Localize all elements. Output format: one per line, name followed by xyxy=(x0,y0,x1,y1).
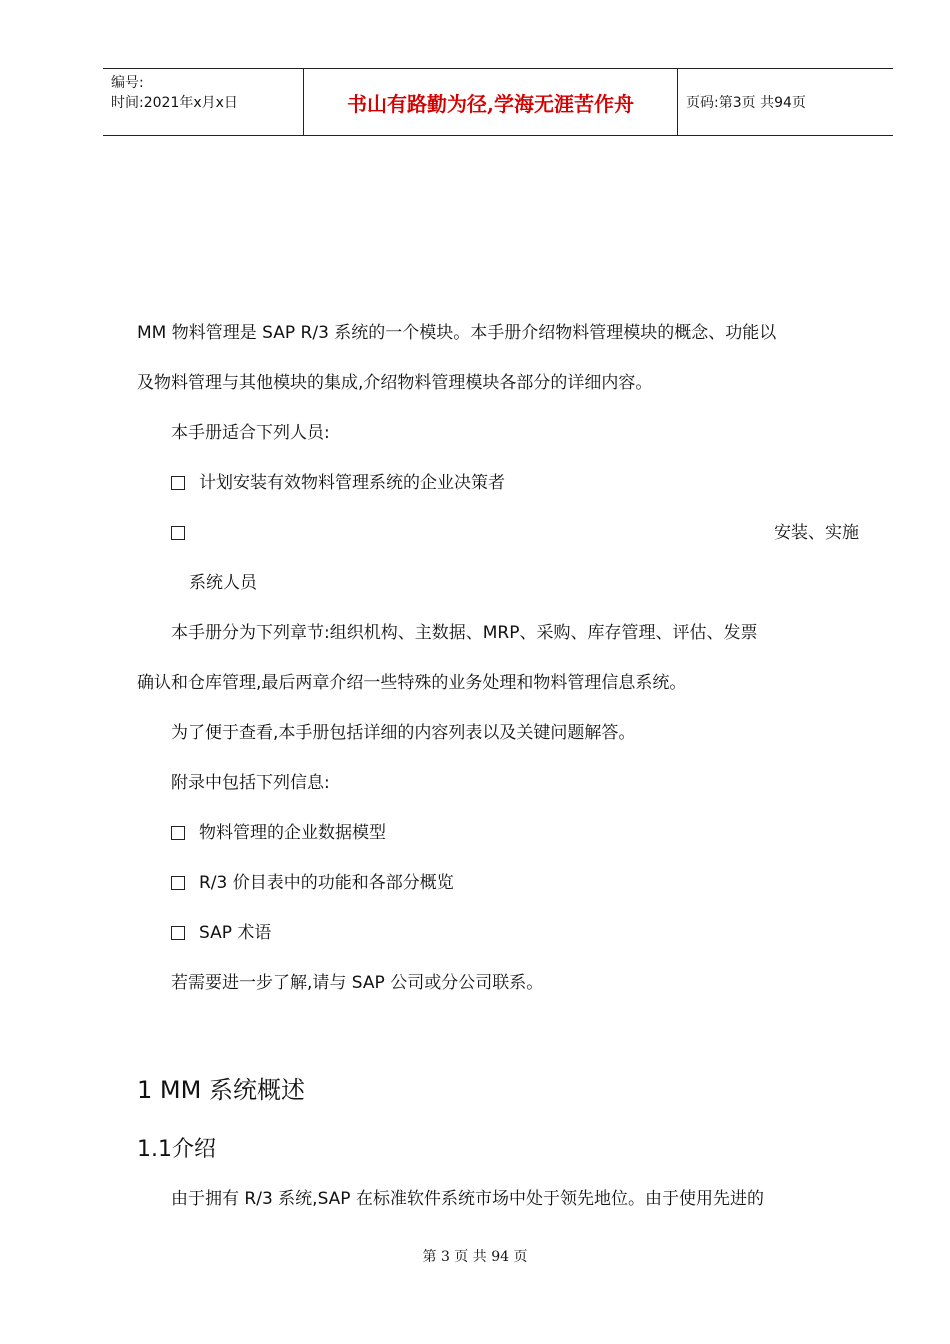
checkbox-icon xyxy=(171,876,185,890)
code-label: 编号: xyxy=(111,75,144,91)
appendix-item-3-text: SAP 术语 xyxy=(199,923,272,943)
body-text xyxy=(137,318,859,1018)
appendix-item-1 xyxy=(137,818,859,868)
appendix-item-2 xyxy=(137,868,859,918)
contact-line: 若需要进一步了解,请与 SAP 公司或分公司联系。 xyxy=(171,973,544,993)
checkbox-icon xyxy=(171,926,185,940)
header-page-label: 页码:第3页 共94页 xyxy=(686,95,806,111)
date-label: 时间:2021年x月x日 xyxy=(111,95,238,111)
appendix-item-1-text: 物料管理的企业数据模型 xyxy=(199,823,386,843)
chapters-line-1: 本手册分为下列章节:组织机构、主数据、MRP、采购、库存管理、评估、发票 xyxy=(171,623,758,643)
section-heading: 1 MM 系统概述 xyxy=(137,1076,305,1104)
audience-item-1 xyxy=(137,468,859,518)
subsection-heading: 1.1介绍 xyxy=(137,1137,216,1162)
audience-item-1-text: 计划安装有效物料管理系统的企业决策者 xyxy=(199,473,505,493)
section-first-line: 由于拥有 R/3 系统,SAP 在标准软件系统市场中处于领先地位。由于使用先进的 xyxy=(171,1189,764,1209)
audience-title: 本手册适合下列人员: xyxy=(171,423,330,443)
audience-item-2 xyxy=(137,518,859,568)
appendix-item-3 xyxy=(137,918,859,968)
chapters-line-2: 确认和仓库管理,最后两章介绍一些特殊的业务处理和物料管理信息系统。 xyxy=(137,673,687,693)
header-motto: 书山有路勤为径,学海无涯苦作舟 xyxy=(304,69,678,135)
audience-item-2-cont: 系统人员 xyxy=(189,573,257,593)
intro-line-1: MM 物料管理是 SAP R/3 系统的一个模块。本手册介绍物料管理模块的概念、功能以 xyxy=(137,323,777,343)
checkbox-icon xyxy=(171,826,185,840)
document-header xyxy=(103,68,893,136)
appendix-item-2-text: R/3 价目表中的功能和各部分概览 xyxy=(199,873,454,893)
checkbox-icon xyxy=(171,526,185,540)
header-meta xyxy=(103,69,304,135)
lookup-line: 为了便于查看,本手册包括详细的内容列表以及关键问题解答。 xyxy=(171,723,636,743)
appendix-title: 附录中包括下列信息: xyxy=(171,773,330,793)
audience-item-2-text: 安装、实施 xyxy=(774,523,859,543)
page-footer: 第 3 页 共 94 页 xyxy=(422,1249,528,1265)
checkbox-icon xyxy=(171,476,185,490)
intro-line-2: 及物料管理与其他模块的集成,介绍物料管理模块各部分的详细内容。 xyxy=(137,373,653,393)
